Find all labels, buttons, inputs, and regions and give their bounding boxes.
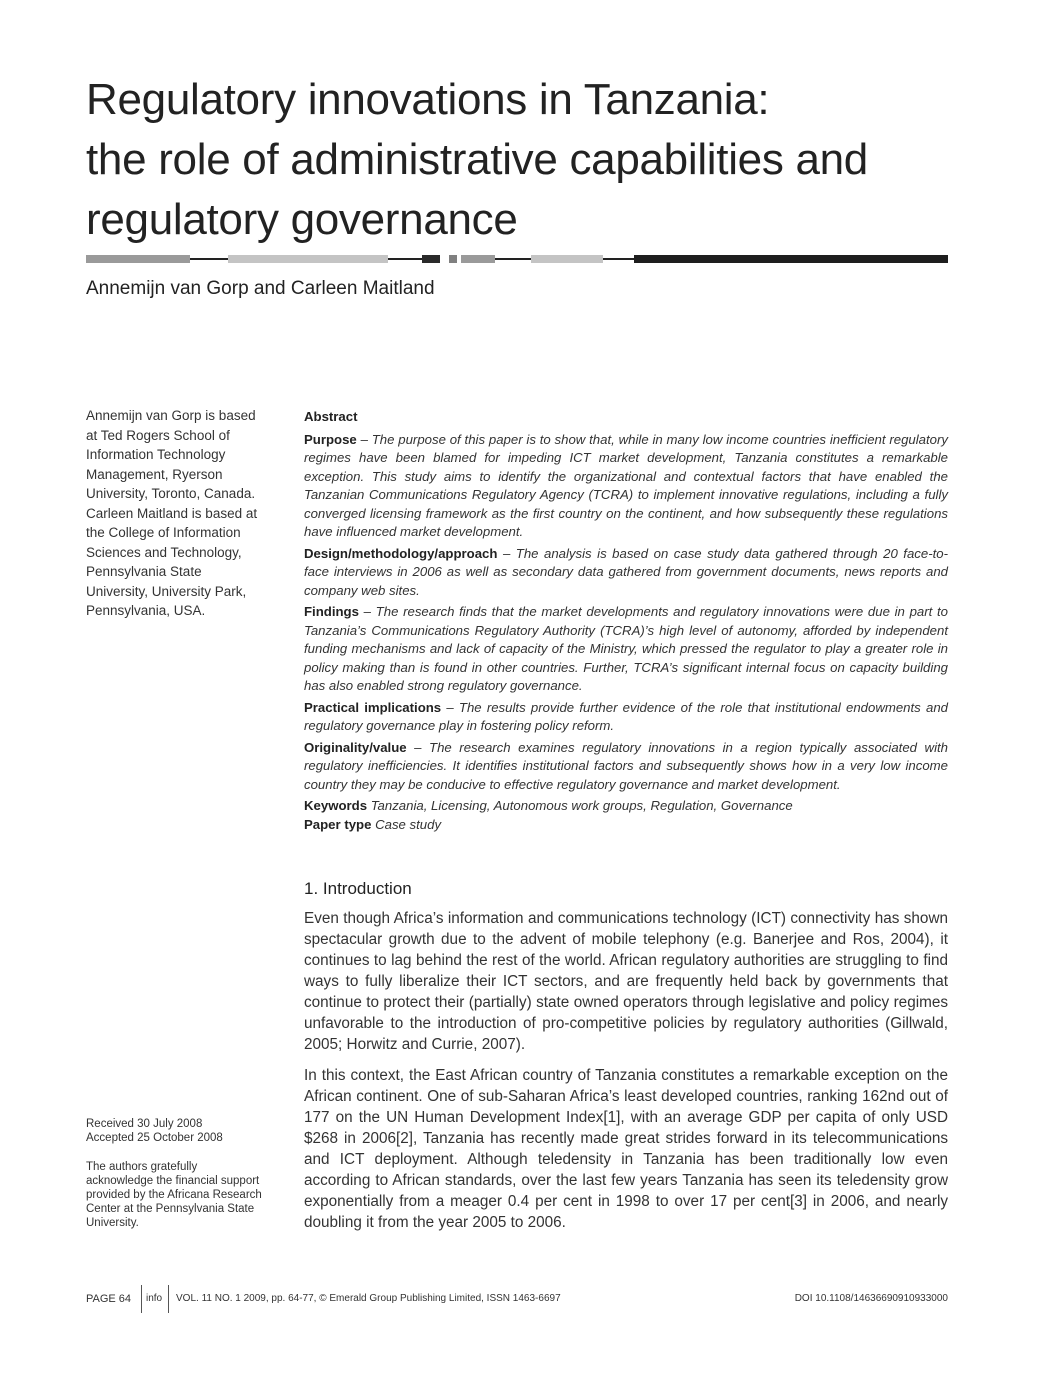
practical-label: Practical implications: [304, 699, 442, 715]
introduction-heading: 1. Introduction: [304, 879, 412, 898]
paper-type-text: Case study: [371, 816, 442, 832]
title-line-1: Regulatory innovations in Tanzania:: [86, 75, 770, 124]
rule-segment: [228, 255, 388, 263]
author-affiliation: Annemijn van Gorp is based at Ted Rogers School of Information Technology Management, Ryerson University, Toronto, Canada. Carleen Maitland is based at the College of Information Sciences and Technology, Pennsylvania State University, University Park, Pennsylvania, USA.: [86, 408, 258, 618]
title-line-3: regulatory governance: [86, 195, 518, 244]
page-footer: [86, 1285, 948, 1311]
abstract-paper-type: [304, 816, 948, 835]
paper-type-label: Paper type: [304, 816, 372, 832]
article-dates: [86, 1117, 266, 1145]
rule-segment: [86, 255, 190, 263]
findings-text: – The research finds that the market developments and regulatory innovations were due in part to Tanzania’s Communications Regulatory Authority (TCRA)’s high level of autonomy, afforded by independent funding mechanisms and lack of capacity of the Ministry, which pressed the regulator to play a greater role in policy making than is found in other countries. Further, TCRA’s significant internal focus on capacity building has also enabled strong regulatory governance.: [304, 604, 948, 693]
rule-segment: [190, 258, 228, 260]
doi: DOI 10.1108/14636690910933000: [794, 1293, 948, 1304]
design-label: Design/methodology/approach: [304, 545, 498, 561]
abstract-design: [304, 545, 948, 601]
page-number: PAGE 64: [86, 1293, 132, 1305]
originality-text: – The research examines regulatory innovations in a region typically associated with regulatory inefficiencies. It identifies institutional factors and subsequently shows how in a very low income country they may be conducive to effective regulatory governance and market development.: [304, 739, 948, 792]
volume-info: VOL. 11 NO. 1 2009, pp. 64-77, © Emerald Group Publishing Limited, ISSN 1463-6697: [176, 1293, 561, 1304]
footer-divider: [168, 1285, 169, 1313]
abstract-section: [304, 408, 948, 837]
rule-segment: [422, 255, 440, 263]
purpose-text: – The purpose of this paper is to show that, while in many low income countries inefficient regulatory regimes have been blamed for impeding ICT market development, Tanzania constitutes a remarkable exception. This study aims to identify the organizational and contextual factors that have enabled the Tanzanian Communications Regulatory Agency (TCRA) to implement innovative regulations, including a fully converged licensing framework as the first country on the continent, and how subsequently these regulations have influenced market development.: [304, 431, 948, 539]
rule-segment: [603, 258, 634, 260]
abstract-findings: [304, 603, 948, 696]
introduction-section: [304, 878, 948, 1243]
rule-segment: [495, 258, 531, 260]
received-date: Received 30 July 2008: [86, 1118, 203, 1130]
title-line-2: the role of administrative capabilities and: [86, 135, 868, 184]
originality-label: Originality/value: [304, 739, 407, 755]
abstract-purpose: [304, 431, 948, 542]
introduction-paragraph-2: In this context, the East African country of Tanzania constitutes a remarkable exception on the African continent. One of sub-Saharan Africa’s least developed countries, ranking 162nd out of 177 on the UN Human Development Index[1], with an average GDP per capita of only USD $268 in 2006[2], Tanzania has recently made great strides forward in its telecommunications and ICT deployment. Although teledensity in Tanzania has been traditionally low even according to African standards, over the last few years Tanzania has seen its teledensity grow exponentially from a meager 0.4 per cent in 1998 to over 17 per cent[3] in 2006, and nearly doubling it from the year 2005 to 2006.: [304, 1067, 948, 1231]
footer-divider: [141, 1285, 142, 1313]
keywords-label: Keywords: [304, 798, 368, 813]
paper-title: [86, 70, 986, 250]
rule-segment: [449, 255, 457, 263]
accepted-date: Accepted 25 October 2008: [86, 1132, 223, 1144]
acknowledgement: The authors gratefully acknowledge the financial support provided by the Africana Research Center at the Pennsylvania State University.: [86, 1161, 262, 1229]
abstract-originality: [304, 739, 948, 795]
rule-segment: [531, 255, 603, 263]
introduction-paragraph-1: Even though Africa’s information and communications technology (ICT) connectivity has shown spectacular growth due to the advent of mobile telephony (e.g. Banerjee and Ros, 2004), it continues to lag behind the rest of the world. African regulatory authorities are struggling to find ways to fully liberalize their ICT sectors, and are frequently held back by governments that continue to protect their (partially) state owned operators through legislative and policy regimes unfavorable to the introduction of pro-competitive policies by regulatory authorities (Gillwald, 2005; Horwitz and Currie, 2007).: [304, 910, 948, 1053]
abstract-practical: [304, 699, 948, 736]
rule-segment: [634, 255, 948, 263]
rule-segment: [461, 255, 495, 263]
purpose-label: Purpose: [304, 431, 357, 447]
abstract-heading: Abstract: [304, 409, 358, 424]
findings-label: Findings: [304, 604, 359, 619]
abstract-keywords: [304, 797, 948, 816]
author-names: Annemijn van Gorp and Carleen Maitland: [86, 278, 435, 299]
design-text: – The analysis is based on case study data gathered through 20 face-to-face interviews in 2006 as well as secondary data gathered from government documents, news reports and company web sites.: [304, 545, 948, 598]
journal-name: info: [146, 1293, 163, 1304]
keywords-text: Tanzania, Licensing, Autonomous work groups, Regulation, Governance: [367, 798, 793, 813]
practical-text: – The results provide further evidence of the role that institutional endowments and regulatory governance play in fostering policy reform.: [304, 699, 948, 733]
rule-segment: [388, 258, 422, 260]
